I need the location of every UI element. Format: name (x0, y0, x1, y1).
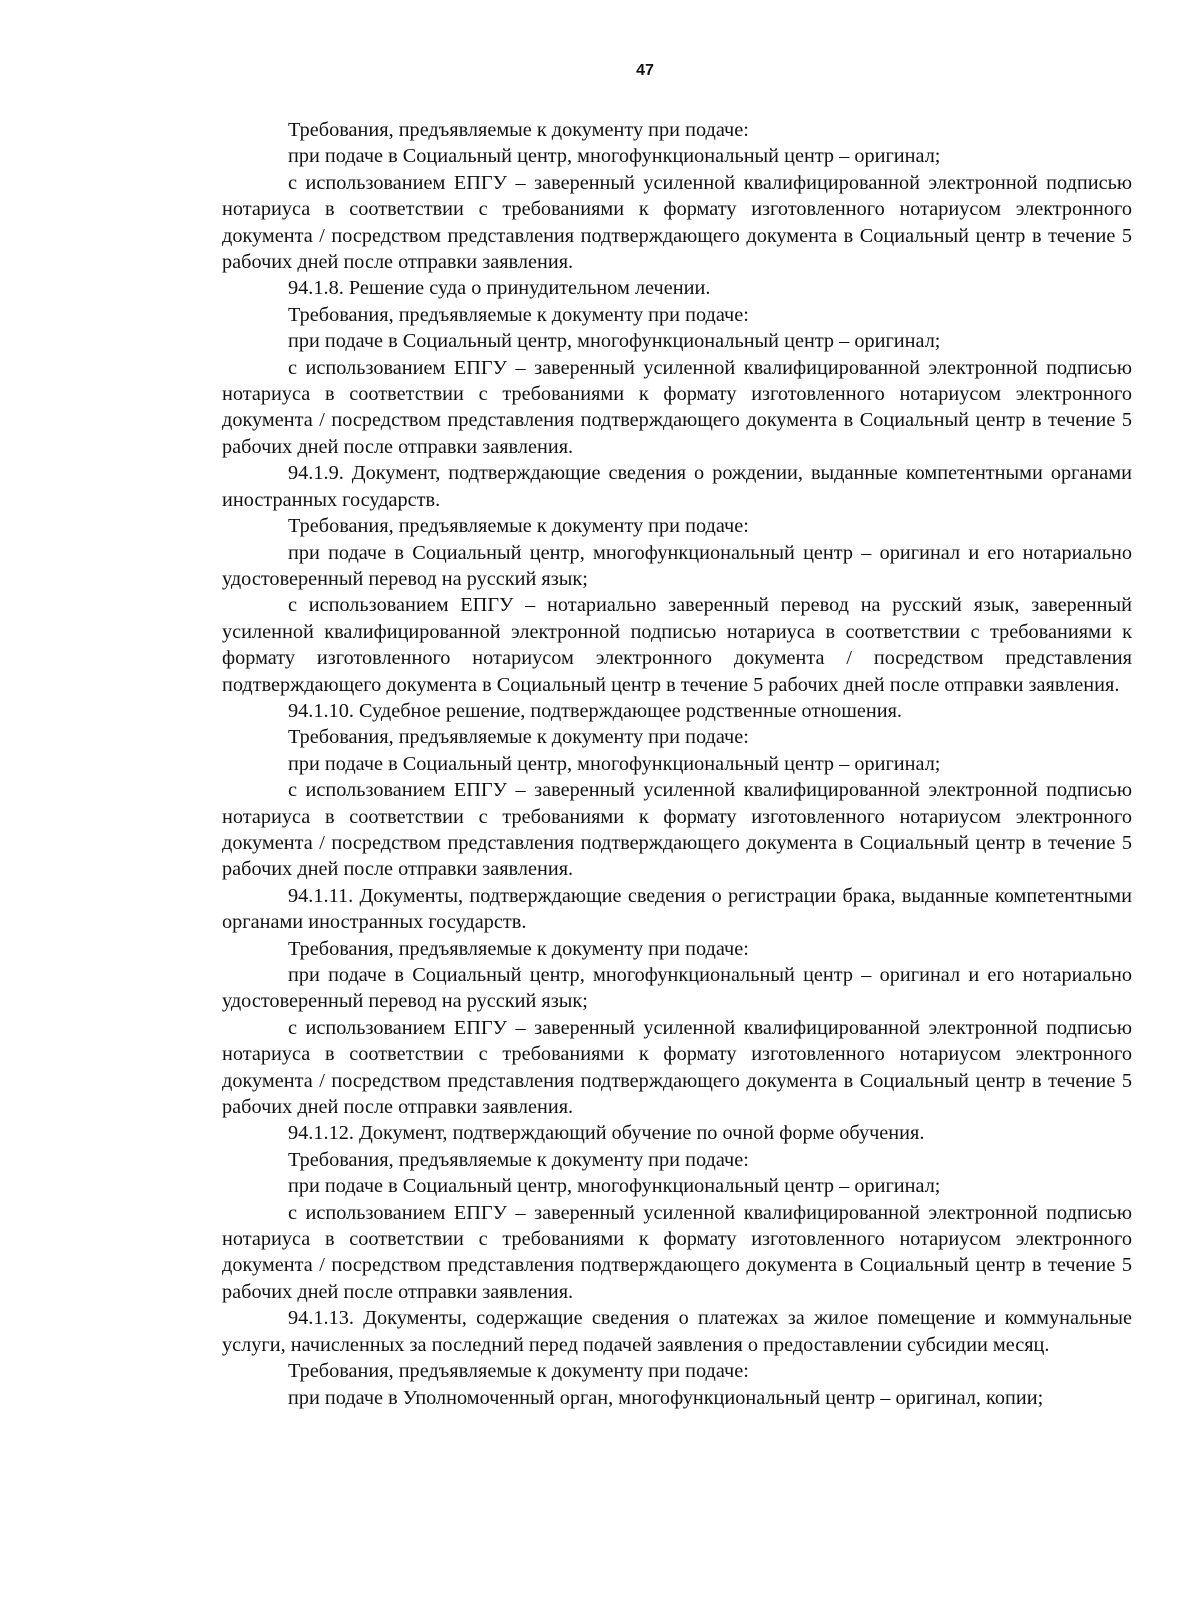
paragraph: при подаче в Социальный центр, многофункциональный центр – оригинал; (288, 145, 941, 168)
paragraph: с использованием ЕПГУ – заверенный усиленной квалифицированной электронной подписью нотариуса в соответствии с требованиями к формату изготовленного нотариусом электронного документа / посредством представления подтверждающего документа в Социальный центр в течение 5 рабочих дней после отправки заявления. (222, 779, 1132, 881)
paragraph: при подаче в Социальный центр, многофункциональный центр – оригинал; (288, 1175, 941, 1198)
paragraph: Требования, предъявляемые к документу при подаче: (288, 937, 749, 960)
paragraph: Требования, предъявляемые к документу при подаче: (288, 119, 749, 141)
paragraph: с использованием ЕПГУ – заверенный усиленной квалифицированной электронной подписью нотариуса в соответствии с требованиями к формату изготовленного нотариусом электронного документа / посредством представления подтверждающего документа в Социальный центр в течение 5 рабочих дней после отправки заявления. (222, 1016, 1132, 1119)
paragraph: Требования, предъявляемые к документу при подаче: (288, 1360, 749, 1383)
section-heading: 94.1.9. Документ, подтверждающие сведения о рождении, выданные компетентными органами иностранных государств. (222, 462, 1132, 511)
paragraph: с использованием ЕПГУ – заверенный усиленной квалифицированной электронной подписью нотариуса в соответствии с требованиями к формату изготовленного нотариусом электронного документа / посредством представления подтверждающего документа в Социальный центр в течение 5 рабочих дней после отправки заявления. (222, 356, 1132, 458)
paragraph: с использованием ЕПГУ – заверенный усиленной квалифицированной электронной подписью нотариуса в соответствии с требованиями к формату изготовленного нотариусом электронного документа / посредством представления подтверждающего документа в Социальный центр в течение 5 рабочих дней после отправки заявления. (222, 1201, 1132, 1303)
section-heading: 94.1.13. Документы, содержащие сведения о платежах за жилое помещение и коммунальные услуги, начисленных за последний перед подачей заявления о предоставлении субсидии месяц. (222, 1307, 1132, 1356)
paragraph: при подаче в Уполномоченный орган, многофункциональный центр – оригинал, копии; (288, 1386, 1044, 1409)
paragraph: при подаче в Социальный центр, многофункциональный центр – оригинал и его нотариально удостоверенный перевод на русский язык; (222, 541, 1132, 590)
page-number: 47 (636, 62, 654, 79)
paragraph: Требования, предъявляемые к документу при подаче: (288, 303, 749, 326)
paragraph: при подаче в Социальный центр, многофункциональный центр – оригинал и его нотариально удостоверенный перевод на русский язык; (222, 964, 1132, 1013)
paragraph: Требования, предъявляемые к документу при подаче: (288, 726, 749, 749)
paragraph: Требования, предъявляемые к документу при подаче: (288, 1148, 749, 1171)
paragraph: при подаче в Социальный центр, многофункциональный центр – оригинал; (288, 330, 941, 353)
section-heading: 94.1.10. Судебное решение, подтверждающее родственные отношения. (288, 699, 903, 722)
paragraph: Требования, предъявляемые к документу при подаче: (288, 515, 749, 538)
document-body (222, 117, 1132, 1411)
paragraph: при подаче в Социальный центр, многофункциональный центр – оригинал; (288, 752, 941, 775)
paragraph: с использованием ЕПГУ – заверенный усиленной квалифицированной электронной подписью нотариуса в соответствии с требованиями к формату изготовленного нотариусом электронного документа / посредством представления подтверждающего документа в Социальный центр в течение 5 рабочих дней после отправки заявления. (222, 171, 1132, 274)
section-heading: 94.1.12. Документ, подтверждающий обучение по очной форме обучения. (288, 1122, 925, 1145)
section-heading: 94.1.11. Документы, подтверждающие сведения о регистрации брака, выданные компетентными органами иностранных государств. (222, 884, 1132, 934)
section-heading: 94.1.8. Решение суда о принудительном лечении. (288, 277, 711, 300)
paragraph: с использованием ЕПГУ – нотариально заверенный перевод на русский язык, заверенный усиленной квалифицированной электронной подписью нотариуса в соответствии с требованиями к формату изготовленного нотариусом электронного документа / посредством представления подтверждающего документа в Социальный центр в течение 5 рабочих дней после отправки заявления. (222, 594, 1132, 696)
